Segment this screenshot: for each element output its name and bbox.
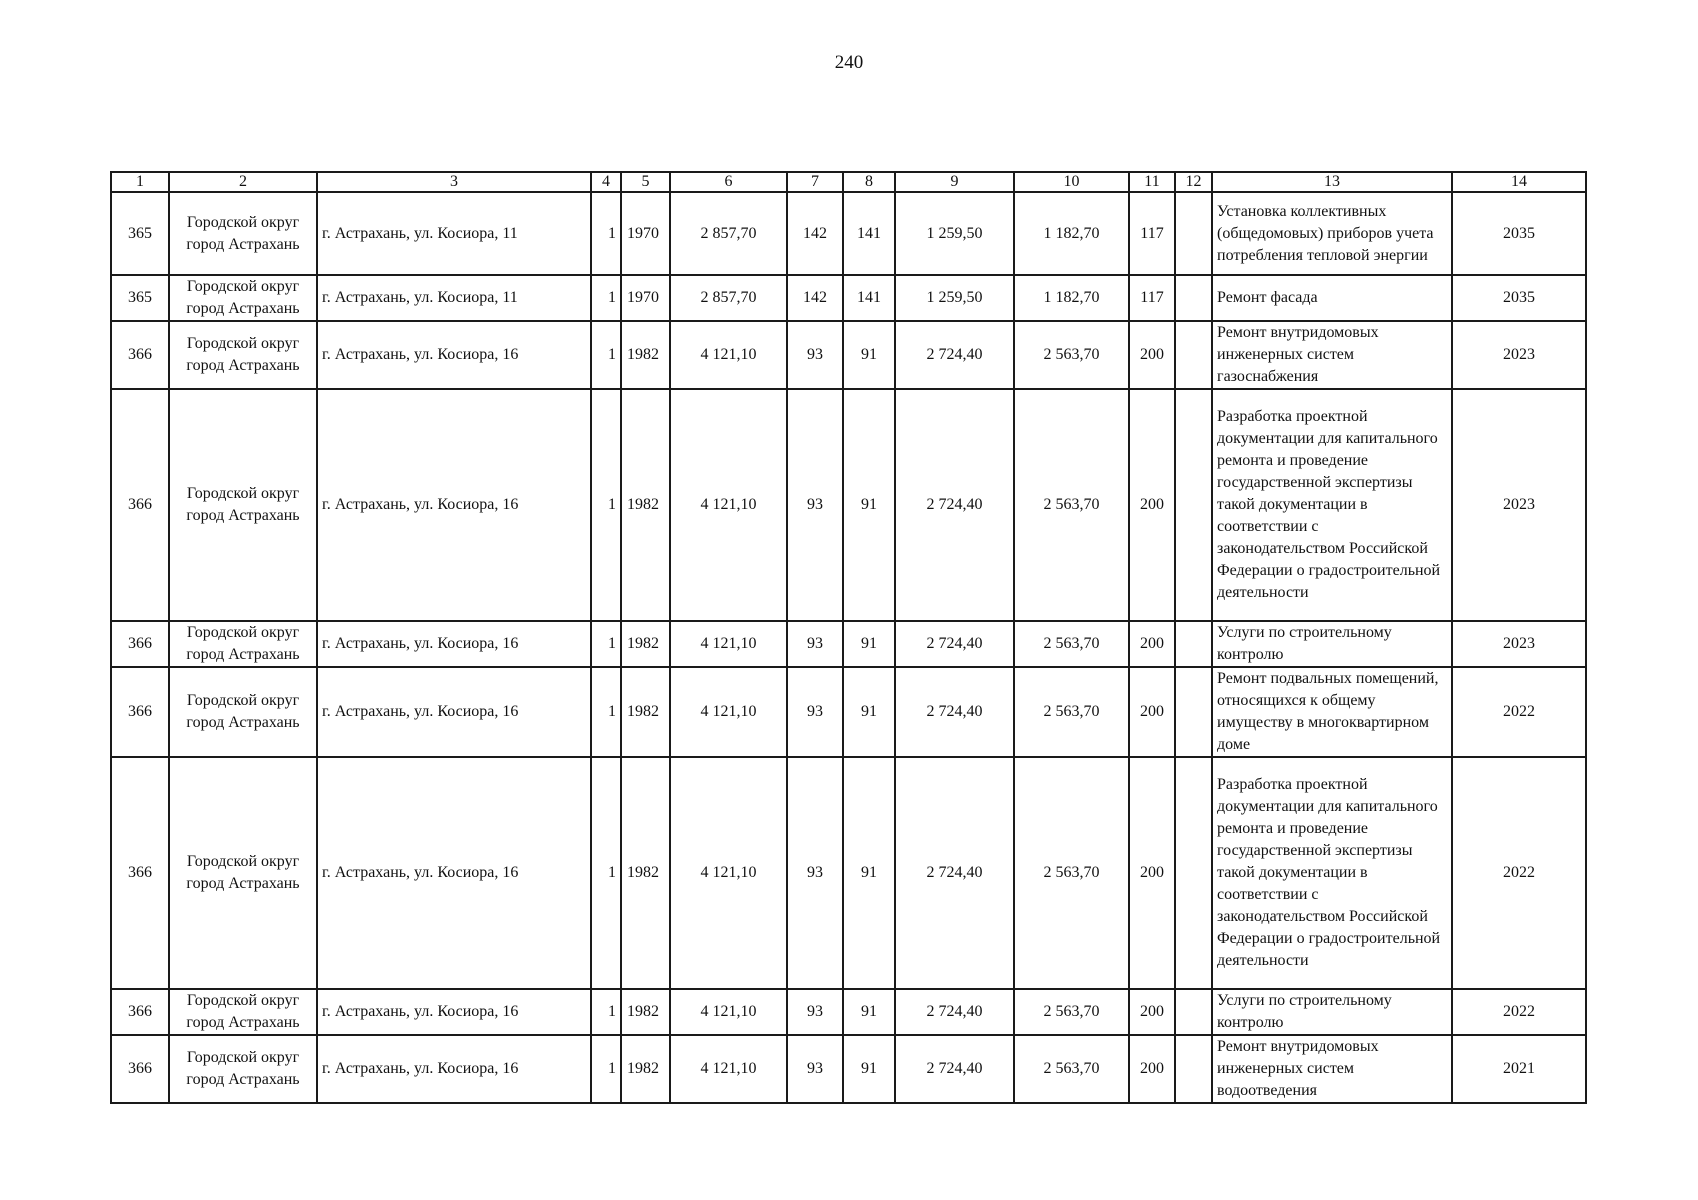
cell-col-12-value: [1175, 275, 1212, 321]
cell-col-11-value: 200: [1129, 989, 1175, 1035]
cell-municipality: Городской округ город Астрахань: [169, 989, 317, 1035]
cell-row-number: 366: [111, 389, 169, 621]
cell-col-7-value: 93: [787, 621, 843, 667]
cell-year-built: 1970: [621, 192, 670, 275]
cell-year-built: 1982: [621, 621, 670, 667]
table-row: [111, 621, 1586, 667]
cell-col-10-area: 1 182,70: [1014, 275, 1129, 321]
cell-address: г. Астрахань, ул. Косиора, 16: [317, 389, 591, 621]
cell-planned-year: 2023: [1452, 321, 1586, 389]
cell-col-7-value: 93: [787, 321, 843, 389]
cell-col-9-area: 1 259,50: [895, 192, 1014, 275]
cell-col-9-area: 2 724,40: [895, 757, 1014, 989]
table-row: [111, 1035, 1586, 1103]
cell-col-8-value: 141: [843, 275, 895, 321]
table-row: [111, 989, 1586, 1035]
cell-address: г. Астрахань, ул. Косиора, 16: [317, 989, 591, 1035]
cell-work-type: Ремонт фасада: [1212, 275, 1452, 321]
cell-col-10-area: 2 563,70: [1014, 389, 1129, 621]
capital-repair-table: [110, 171, 1587, 1104]
table-row: [111, 757, 1586, 989]
cell-work-type: Разработка проектной документации для капитального ремонта и проведение государственной экспертизы такой документации в соответствии с законодательством Российской Федерации о градостроительной деятельности: [1212, 757, 1452, 989]
cell-planned-year: 2023: [1452, 389, 1586, 621]
cell-planned-year: 2022: [1452, 757, 1586, 989]
cell-col-4-value: 1: [591, 667, 621, 757]
cell-col-8-value: 91: [843, 1035, 895, 1103]
cell-address: г. Астрахань, ул. Косиора, 16: [317, 621, 591, 667]
cell-col-10-area: 2 563,70: [1014, 1035, 1129, 1103]
cell-col-7-value: 142: [787, 275, 843, 321]
cell-col-9-area: 2 724,40: [895, 621, 1014, 667]
cell-work-type: Ремонт внутридомовых инженерных систем водоотведения: [1212, 1035, 1452, 1103]
column-header-4: 4: [591, 172, 621, 192]
cell-work-type: Установка коллективных (общедомовых) приборов учета потребления тепловой энергии: [1212, 192, 1452, 275]
cell-col-7-value: 93: [787, 667, 843, 757]
cell-address: г. Астрахань, ул. Косиора, 16: [317, 757, 591, 989]
cell-address: г. Астрахань, ул. Косиора, 16: [317, 1035, 591, 1103]
cell-col-11-value: 200: [1129, 321, 1175, 389]
cell-col-11-value: 200: [1129, 667, 1175, 757]
cell-col-12-value: [1175, 621, 1212, 667]
cell-address: г. Астрахань, ул. Косиора, 16: [317, 321, 591, 389]
cell-col-11-value: 200: [1129, 1035, 1175, 1103]
column-header-12: 12: [1175, 172, 1212, 192]
cell-col-12-value: [1175, 389, 1212, 621]
cell-col-4-value: 1: [591, 757, 621, 989]
cell-col-4-value: 1: [591, 1035, 621, 1103]
cell-col-12-value: [1175, 192, 1212, 275]
cell-col-7-value: 93: [787, 989, 843, 1035]
cell-total-area: 4 121,10: [670, 667, 787, 757]
cell-col-11-value: 117: [1129, 275, 1175, 321]
cell-col-8-value: 91: [843, 621, 895, 667]
cell-year-built: 1982: [621, 989, 670, 1035]
cell-total-area: 2 857,70: [670, 192, 787, 275]
cell-row-number: 366: [111, 321, 169, 389]
cell-row-number: 366: [111, 1035, 169, 1103]
cell-col-11-value: 200: [1129, 757, 1175, 989]
cell-col-9-area: 2 724,40: [895, 989, 1014, 1035]
cell-work-type: Услуги по строительному контролю: [1212, 989, 1452, 1035]
cell-planned-year: 2035: [1452, 192, 1586, 275]
column-header-11: 11: [1129, 172, 1175, 192]
cell-col-12-value: [1175, 1035, 1212, 1103]
cell-col-9-area: 2 724,40: [895, 667, 1014, 757]
table-row: [111, 192, 1586, 275]
cell-row-number: 365: [111, 275, 169, 321]
cell-col-7-value: 93: [787, 757, 843, 989]
cell-row-number: 366: [111, 667, 169, 757]
table-row: [111, 275, 1586, 321]
cell-year-built: 1982: [621, 389, 670, 621]
cell-col-12-value: [1175, 321, 1212, 389]
table-row: [111, 667, 1586, 757]
cell-col-10-area: 2 563,70: [1014, 621, 1129, 667]
cell-col-4-value: 1: [591, 321, 621, 389]
cell-year-built: 1982: [621, 1035, 670, 1103]
column-header-13: 13: [1212, 172, 1452, 192]
cell-col-10-area: 2 563,70: [1014, 989, 1129, 1035]
cell-work-type: Услуги по строительному контролю: [1212, 621, 1452, 667]
table-row: [111, 321, 1586, 389]
cell-planned-year: 2022: [1452, 989, 1586, 1035]
cell-col-4-value: 1: [591, 621, 621, 667]
cell-planned-year: 2035: [1452, 275, 1586, 321]
cell-col-10-area: 2 563,70: [1014, 757, 1129, 989]
cell-col-4-value: 1: [591, 389, 621, 621]
cell-col-12-value: [1175, 667, 1212, 757]
cell-col-4-value: 1: [591, 989, 621, 1035]
cell-col-11-value: 200: [1129, 389, 1175, 621]
cell-col-10-area: 2 563,70: [1014, 321, 1129, 389]
cell-work-type: Ремонт внутридомовых инженерных систем газоснабжения: [1212, 321, 1452, 389]
cell-col-9-area: 2 724,40: [895, 321, 1014, 389]
cell-col-11-value: 117: [1129, 192, 1175, 275]
table-row: [111, 389, 1586, 621]
cell-planned-year: 2023: [1452, 621, 1586, 667]
column-header-14: 14: [1452, 172, 1586, 192]
column-header-1: 1: [111, 172, 169, 192]
cell-col-4-value: 1: [591, 275, 621, 321]
column-header-5: 5: [621, 172, 670, 192]
cell-col-7-value: 93: [787, 1035, 843, 1103]
cell-col-11-value: 200: [1129, 621, 1175, 667]
cell-municipality: Городской округ город Астрахань: [169, 1035, 317, 1103]
cell-address: г. Астрахань, ул. Косиора, 11: [317, 192, 591, 275]
cell-year-built: 1982: [621, 321, 670, 389]
cell-total-area: 4 121,10: [670, 389, 787, 621]
column-header-3: 3: [317, 172, 591, 192]
cell-municipality: Городской округ город Астрахань: [169, 621, 317, 667]
page-number: 240: [834, 52, 864, 73]
cell-col-9-area: 1 259,50: [895, 275, 1014, 321]
cell-municipality: Городской округ город Астрахань: [169, 389, 317, 621]
cell-col-9-area: 2 724,40: [895, 389, 1014, 621]
cell-col-4-value: 1: [591, 192, 621, 275]
cell-col-8-value: 91: [843, 321, 895, 389]
cell-work-type: Разработка проектной документации для капитального ремонта и проведение государственной экспертизы такой документации в соответствии с законодательством Российской Федерации о градостроительной деятельности: [1212, 389, 1452, 621]
column-header-7: 7: [787, 172, 843, 192]
cell-col-10-area: 2 563,70: [1014, 667, 1129, 757]
cell-col-8-value: 91: [843, 989, 895, 1035]
cell-year-built: 1970: [621, 275, 670, 321]
cell-col-12-value: [1175, 757, 1212, 989]
cell-year-built: 1982: [621, 667, 670, 757]
cell-total-area: 4 121,10: [670, 757, 787, 989]
cell-address: г. Астрахань, ул. Косиора, 16: [317, 667, 591, 757]
cell-planned-year: 2022: [1452, 667, 1586, 757]
cell-total-area: 4 121,10: [670, 989, 787, 1035]
cell-year-built: 1982: [621, 757, 670, 989]
cell-col-7-value: 93: [787, 389, 843, 621]
cell-row-number: 365: [111, 192, 169, 275]
column-header-2: 2: [169, 172, 317, 192]
cell-total-area: 2 857,70: [670, 275, 787, 321]
cell-total-area: 4 121,10: [670, 1035, 787, 1103]
cell-address: г. Астрахань, ул. Косиора, 11: [317, 275, 591, 321]
header-row: [111, 172, 1586, 192]
table-body: [111, 192, 1586, 1103]
cell-work-type: Ремонт подвальных помещений, относящихся к общему имуществу в многоквартирном доме: [1212, 667, 1452, 757]
cell-municipality: Городской округ город Астрахань: [169, 275, 317, 321]
cell-col-12-value: [1175, 989, 1212, 1035]
cell-row-number: 366: [111, 989, 169, 1035]
cell-col-8-value: 141: [843, 192, 895, 275]
cell-col-9-area: 2 724,40: [895, 1035, 1014, 1103]
column-header-9: 9: [895, 172, 1014, 192]
cell-total-area: 4 121,10: [670, 621, 787, 667]
cell-municipality: Городской округ город Астрахань: [169, 757, 317, 989]
cell-col-10-area: 1 182,70: [1014, 192, 1129, 275]
column-header-8: 8: [843, 172, 895, 192]
cell-municipality: Городской округ город Астрахань: [169, 192, 317, 275]
cell-row-number: 366: [111, 757, 169, 989]
cell-col-8-value: 91: [843, 757, 895, 989]
column-header-10: 10: [1014, 172, 1129, 192]
cell-municipality: Городской округ город Астрахань: [169, 321, 317, 389]
cell-planned-year: 2021: [1452, 1035, 1586, 1103]
cell-row-number: 366: [111, 621, 169, 667]
cell-municipality: Городской округ город Астрахань: [169, 667, 317, 757]
cell-col-8-value: 91: [843, 389, 895, 621]
cell-total-area: 4 121,10: [670, 321, 787, 389]
cell-col-8-value: 91: [843, 667, 895, 757]
column-header-6: 6: [670, 172, 787, 192]
cell-col-7-value: 142: [787, 192, 843, 275]
